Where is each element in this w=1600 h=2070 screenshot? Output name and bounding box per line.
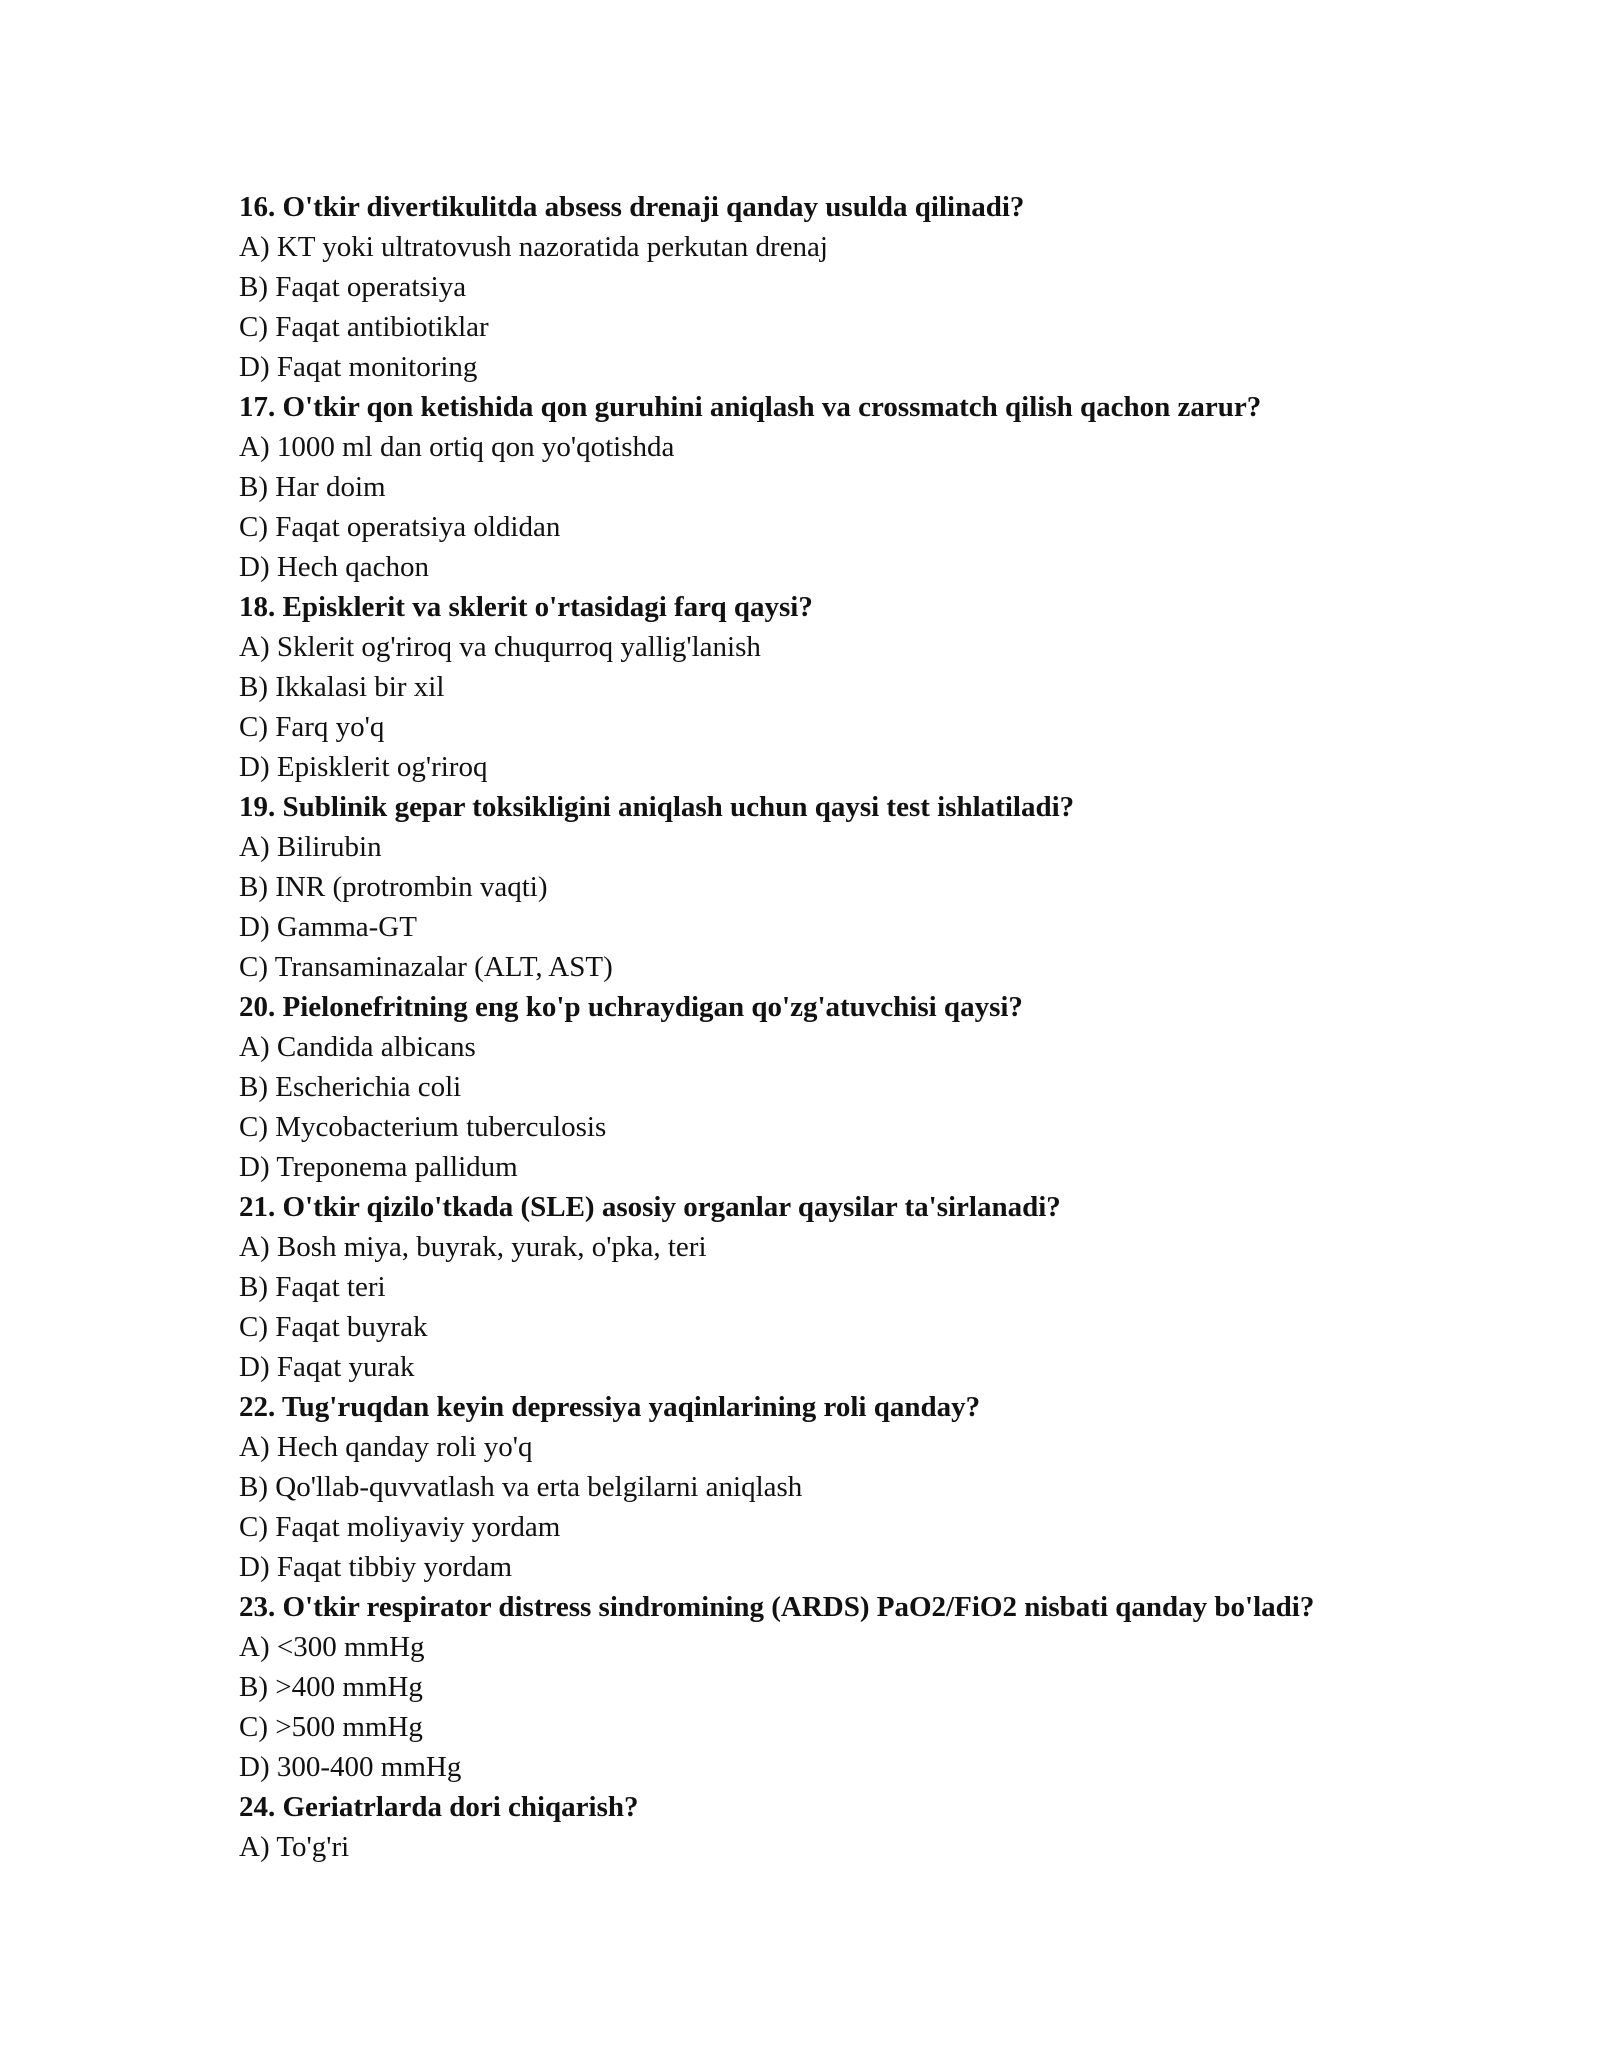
answer-option: C) >500 mmHg	[239, 1711, 423, 1743]
answer-option: D) Faqat tibbiy yordam	[239, 1551, 513, 1583]
answer-option: A) 1000 ml dan ortiq qon yo'qotishda	[239, 431, 675, 463]
question-block	[239, 587, 1499, 787]
answer-option: A) Candida albicans	[239, 1031, 476, 1063]
answer-option: D) Hech qachon	[239, 551, 430, 583]
answer-option: A) Bilirubin	[239, 831, 382, 863]
question-block	[239, 387, 1499, 587]
answer-option: C) Mycobacterium tuberculosis	[239, 1111, 607, 1143]
question-block	[239, 1587, 1499, 1787]
question-block	[239, 787, 1499, 987]
answer-option: B) Har doim	[239, 471, 386, 503]
answer-option: D) Faqat yurak	[239, 1351, 415, 1383]
answer-option: A) KT yoki ultratovush nazoratida perkutan drenaj	[239, 231, 828, 263]
answer-option: C) Faqat operatsiya oldidan	[239, 511, 561, 543]
answer-option: B) Faqat operatsiya	[239, 271, 467, 303]
answer-option: C) Transaminazalar (ALT, AST)	[239, 951, 613, 983]
question-block	[239, 187, 1499, 387]
question-text: 22. Tug'ruqdan keyin depressiya yaqinlarining roli qanday?	[239, 1391, 981, 1423]
question-text: 16. O'tkir divertikulitda absess drenaji qanday usulda qilinadi?	[239, 191, 1025, 223]
question-text: 21. O'tkir qizilo'tkada (SLE) asosiy organlar qaysilar ta'sirlanadi?	[239, 1191, 1061, 1223]
answer-option: D) 300-400 mmHg	[239, 1751, 462, 1783]
question-text: 24. Geriatrlarda dori chiqarish?	[239, 1791, 639, 1823]
answer-option: C) Faqat antibiotiklar	[239, 311, 489, 343]
answer-option: D) Treponema pallidum	[239, 1151, 518, 1183]
answer-option: B) INR (protrombin vaqti)	[239, 871, 548, 903]
question-text: 19. Sublinik gepar toksikligini aniqlash uchun qaysi test ishlatiladi?	[239, 791, 1075, 823]
question-text: 17. O'tkir qon ketishida qon guruhini aniqlash va crossmatch qilish qachon zarur?	[239, 391, 1262, 423]
question-text: 18. Episklerit va sklerit o'rtasidagi farq qaysi?	[239, 591, 813, 623]
answer-option: A) To'g'ri	[239, 1831, 350, 1863]
answer-option: A) Hech qanday roli yo'q	[239, 1431, 533, 1463]
answer-option: D) Gamma-GT	[239, 911, 417, 943]
answer-option: A) Bosh miya, buyrak, yurak, o'pka, teri	[239, 1231, 707, 1263]
question-text: 20. Pielonefritning eng ko'p uchraydigan qo'zg'atuvchisi qaysi?	[239, 991, 1023, 1023]
answer-option: D) Episklerit og'riroq	[239, 751, 488, 783]
answer-option: A) <300 mmHg	[239, 1631, 425, 1663]
answer-option: D) Faqat monitoring	[239, 351, 478, 383]
answer-option: C) Faqat moliyaviy yordam	[239, 1511, 561, 1543]
answer-option: A) Sklerit og'riroq va chuqurroq yallig'lanish	[239, 631, 761, 663]
answer-option: B) Qo'llab-quvvatlash va erta belgilarni aniqlash	[239, 1471, 803, 1503]
question-text: 23. O'tkir respirator distress sindromining (ARDS) PaO2/FiO2 nisbati qanday bo'ladi?	[239, 1591, 1315, 1623]
answer-option: C) Faqat buyrak	[239, 1311, 428, 1343]
answer-option: B) Ikkalasi bir xil	[239, 671, 445, 703]
question-block	[239, 1787, 1499, 1867]
question-block	[239, 1187, 1499, 1387]
document-page	[239, 187, 1499, 1867]
question-block	[239, 987, 1499, 1187]
answer-option: C) Farq yo'q	[239, 711, 385, 743]
answer-option: B) Escherichia coli	[239, 1071, 462, 1103]
answer-option: B) >400 mmHg	[239, 1671, 423, 1703]
question-block	[239, 1387, 1499, 1587]
answer-option: B) Faqat teri	[239, 1271, 386, 1303]
